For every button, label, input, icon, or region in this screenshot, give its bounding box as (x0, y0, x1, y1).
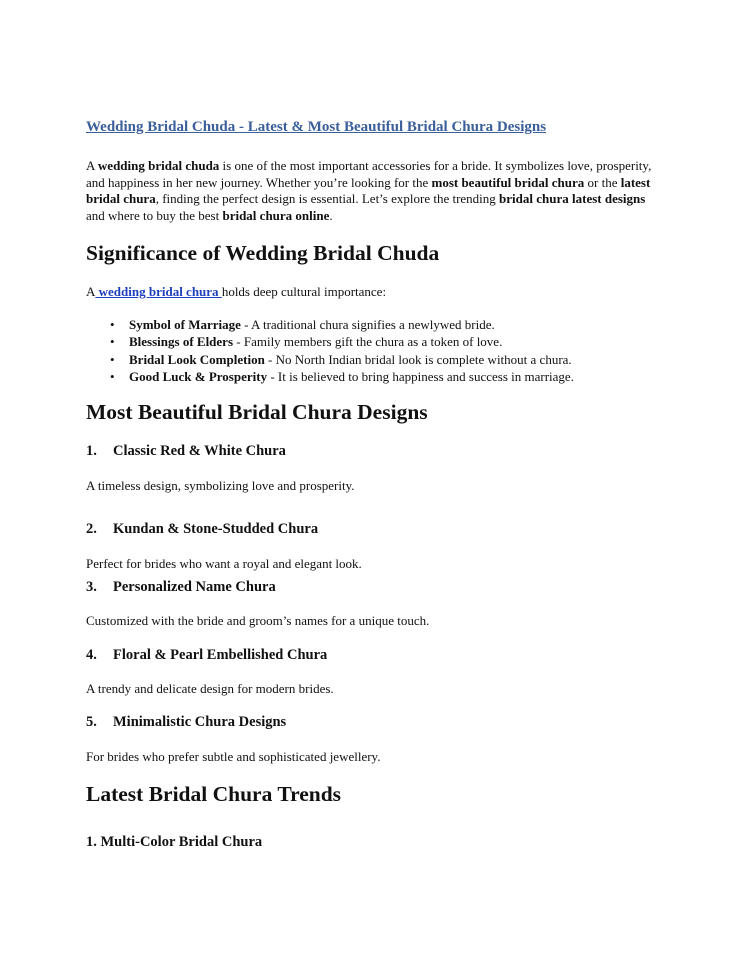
wedding-bridal-chura-link[interactable]: wedding bridal chura (95, 284, 222, 299)
intro-text: . (329, 207, 333, 223)
design-number: 2. (86, 521, 97, 537)
list-item-text: - A traditional chura signifies a newlywed bride. (240, 317, 495, 332)
intro-bold: most beautiful bridal chura (431, 174, 585, 190)
trends-heading: Latest Bridal Chura Trends (86, 782, 342, 806)
design-number: 5. (86, 714, 97, 730)
design-title (86, 579, 276, 596)
intro-bold: bridal chura online (222, 207, 330, 223)
list-item-bold: Good Luck & Prosperity (129, 368, 268, 384)
list-item-text: - No North Indian bridal look is complete without a chura. (264, 351, 572, 367)
list-item (129, 351, 574, 368)
design-title-text: Kundan & Stone-Studded Chura (113, 521, 319, 537)
list-item-bold: Blessings of Elders (129, 334, 234, 350)
intro-text: and where to buy the best (86, 207, 223, 223)
design-title (86, 443, 286, 460)
designs-heading: Most Beautiful Bridal Chura Designs (86, 400, 428, 424)
intro-text: is one of the most important accessories for a bride. It symbolizes love, prosperity, and happiness in her new journey. Whether you’re looking for the (86, 158, 652, 190)
design-desc: For brides who prefer subtle and sophisticated jewellery. (86, 749, 381, 764)
lead-prefix: A (86, 284, 96, 299)
intro-text: , finding the perfect design is essential. Let’s explore the trending (155, 191, 500, 206)
intro-bold: latest bridal chura (86, 174, 651, 206)
trend-subheading: 1. Multi-Color Bridal Chura (86, 834, 263, 850)
list-item-bold: Symbol of Marriage (129, 317, 241, 332)
list-item-text: - Family members gift the chura as a token of love. (233, 334, 503, 350)
design-title-text: Classic Red & White Chura (113, 443, 286, 459)
intro-bold: bridal chura latest designs (499, 191, 646, 206)
intro-text: or the (584, 174, 621, 190)
title-link[interactable]: Wedding Bridal Chuda - Latest & Most Beautiful Bridal Chura Designs (86, 119, 547, 135)
design-number: 3. (86, 579, 97, 595)
design-title-text: Floral & Pearl Embellished Chura (113, 647, 328, 663)
intro-paragraph (86, 158, 661, 224)
design-title (86, 647, 327, 664)
significance-heading: Significance of Wedding Bridal Chuda (86, 241, 440, 265)
design-title-text: Personalized Name Chura (113, 579, 276, 595)
design-desc: Perfect for brides who want a royal and elegant look. (86, 556, 362, 571)
list-item (129, 333, 574, 350)
design-desc: A trendy and delicate design for modern brides. (86, 681, 334, 696)
design-title (86, 521, 318, 538)
design-number: 1. (86, 443, 97, 459)
significance-lead (86, 284, 386, 300)
significance-list (86, 316, 574, 385)
list-item-bold: Bridal Look Completion (129, 351, 265, 367)
intro-text: A (86, 158, 98, 173)
design-title-text: Minimalistic Chura Designs (113, 714, 287, 730)
list-item-text: - It is believed to bring happiness and success in marriage. (267, 368, 574, 384)
lead-suffix: holds deep cultural importance: (221, 284, 387, 299)
design-number: 4. (86, 647, 97, 663)
intro-bold: wedding bridal chuda (97, 158, 220, 173)
list-item (129, 316, 574, 333)
design-desc: Customized with the bride and groom’s names for a unique touch. (86, 613, 430, 628)
design-desc: A timeless design, symbolizing love and prosperity. (86, 478, 355, 493)
list-item (129, 368, 574, 385)
design-title (86, 714, 286, 731)
